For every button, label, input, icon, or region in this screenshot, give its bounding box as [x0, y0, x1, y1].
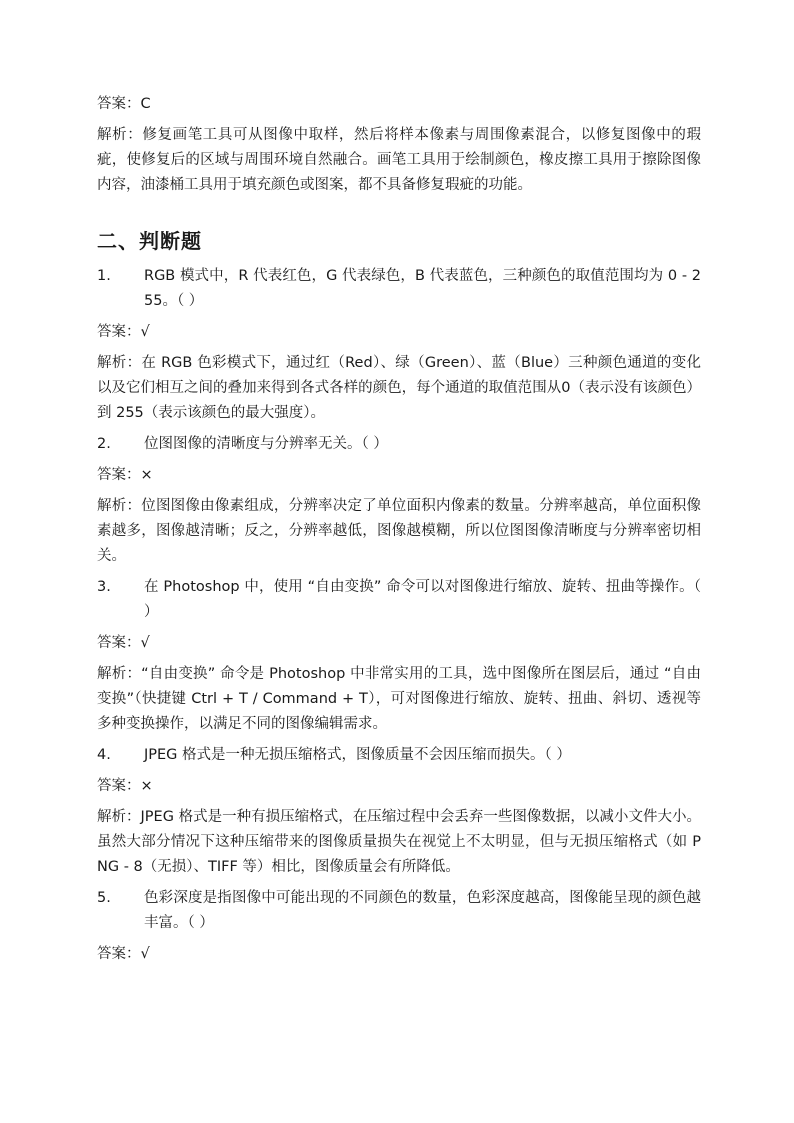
analysis-text: 解析：在 RGB 色彩模式下，通过红（Red）、绿（Green）、蓝（Blue）三种颜色通道的变化以及它们相互之间的叠加来得到各式各样的颜色，每个通道的取值范围从0（表示没有该颜色）到 255（表示该颜色的最大强度）。	[97, 355, 701, 421]
analysis-text: 解析：“自由变换” 命令是 Photoshop 中非常实用的工具，选中图像所在图层后，通过 “自由变换”（快捷键 Ctrl + T / Command + T），可对图像进行缩放、旋转、扭曲、斜切、透视等多种变换操作，以满足不同的图像编辑需求。	[97, 666, 701, 732]
question-5	[97, 886, 701, 936]
question-1	[97, 264, 701, 314]
analysis-text: 解析：位图图像由像素组成，分辨率决定了单位面积内像素的数量。分辨率越高，单位面积像素越多，图像越清晰；反之，分辨率越低，图像越模糊，所以位图图像清晰度与分辨率密切相关。	[97, 498, 701, 564]
answer-text: 答案：×	[97, 778, 153, 794]
answer-text: 答案：C	[97, 96, 151, 112]
question-text: RGB 模式中，R 代表红色，G 代表绿色，B 代表蓝色，三种颜色的取值范围均为 0 - 255。（ ）	[144, 268, 701, 309]
section-heading: 二、判断题	[97, 229, 202, 253]
answer-text: 答案：√	[97, 946, 150, 962]
question-3	[97, 575, 701, 625]
question-number: 3.	[97, 579, 111, 595]
question-2	[97, 432, 701, 457]
document-page	[97, 92, 701, 973]
question-text: 在 Photoshop 中，使用 “自由变换” 命令可以对图像进行缩放、旋转、扭曲等操作。（ ）	[144, 579, 701, 620]
answer-text: 答案：√	[97, 635, 150, 651]
question-number: 5.	[97, 890, 111, 906]
analysis-text: 解析：JPEG 格式是一种有损压缩格式，在压缩过程中会丢弃一些图像数据，以减小文件大小。虽然大部分情况下这种压缩带来的图像质量损失在视觉上不太明显，但与无损压缩格式（如 PNG - 8（无损）、TIFF 等）相比，图像质量会有所降低。	[97, 809, 701, 875]
question-number: 2.	[97, 436, 111, 452]
question-text: 色彩深度是指图像中可能出现的不同颜色的数量，色彩深度越高，图像能呈现的颜色越丰富。（ ）	[144, 890, 701, 931]
question-number: 4.	[97, 747, 111, 763]
question-text: 位图图像的清晰度与分辨率无关。（ ）	[144, 436, 388, 452]
question-text: JPEG 格式是一种无损压缩格式，图像质量不会因压缩而损失。（ ）	[144, 747, 571, 763]
answer-text: 答案：√	[97, 324, 150, 340]
question-number: 1.	[97, 268, 111, 284]
answer-text: 答案：×	[97, 467, 153, 483]
analysis-text: 解析：修复画笔工具可从图像中取样，然后将样本像素与周围像素混合，以修复图像中的瑕疵，使修复后的区域与周围环境自然融合。画笔工具用于绘制颜色，橡皮擦工具用于擦除图像内容，油漆桶工具用于填充颜色或图案，都不具备修复瑕疵的功能。	[97, 127, 701, 193]
question-4	[97, 743, 701, 768]
